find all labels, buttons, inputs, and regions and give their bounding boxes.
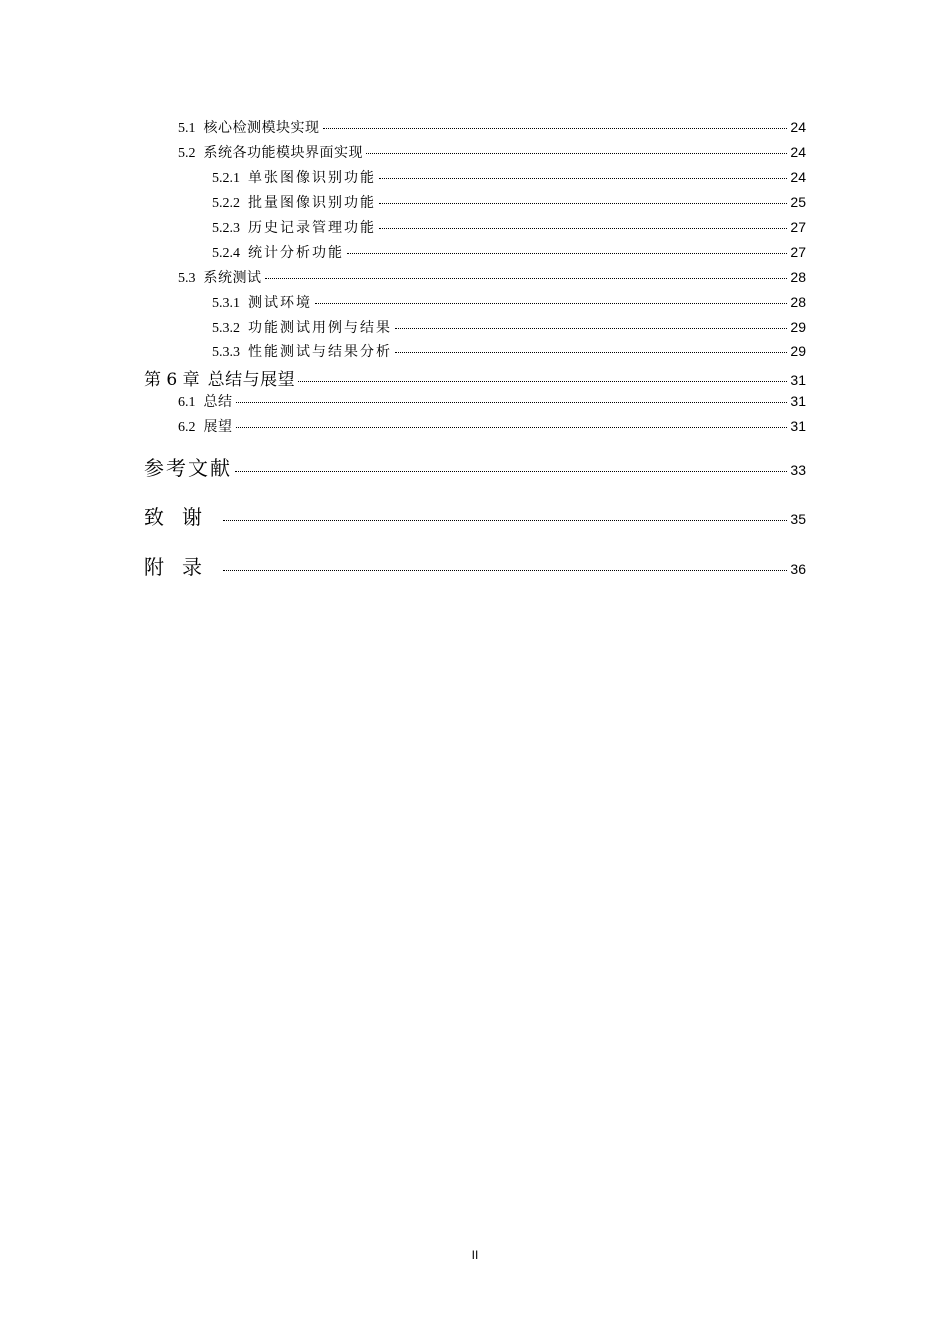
toc-entry-5-2[interactable]	[178, 142, 806, 162]
toc-entry-6-2[interactable]	[178, 416, 806, 436]
toc-entry-number: 第 6 章	[144, 370, 200, 390]
toc-entry-5-3-2[interactable]	[212, 317, 806, 337]
toc-entry-title: 总结与展望	[207, 370, 296, 390]
toc-entry-page: 24	[790, 169, 806, 185]
toc-entry-5-2-4[interactable]	[212, 242, 806, 262]
toc-entry-title: 测试环境	[248, 295, 312, 311]
toc-entry-number: 5.3.2	[212, 321, 240, 336]
toc-entry-title: 系统各功能模块界面实现	[203, 145, 363, 161]
toc-entry-5-2-3[interactable]	[212, 217, 806, 237]
toc-entry-5-3[interactable]	[178, 267, 806, 287]
toc-entry-page: 28	[790, 269, 806, 285]
toc-entry-number: 5.3.3	[212, 345, 240, 360]
dot-leader	[395, 328, 787, 329]
toc-entry-title: 性能测试与结果分析	[248, 344, 392, 360]
toc-entry-5-2-2[interactable]	[212, 192, 806, 212]
toc-entry-page: 24	[790, 144, 806, 160]
toc-entry-title: 统计分析功能	[248, 245, 344, 261]
dot-leader	[235, 471, 787, 472]
toc-entry-page: 27	[790, 219, 806, 235]
dot-leader	[379, 203, 787, 204]
toc-entry-number: 5.2.4	[212, 246, 240, 261]
dot-leader	[298, 381, 787, 382]
dot-leader	[236, 402, 788, 403]
toc-entry-title: 附录	[144, 555, 220, 579]
toc-entry-page: 33	[790, 462, 806, 478]
dot-leader	[366, 153, 787, 154]
toc-entry-number: 5.2.1	[212, 171, 240, 186]
toc-entry-page: 31	[790, 393, 806, 409]
dot-leader	[315, 303, 787, 304]
toc-entry-page: 24	[790, 119, 806, 135]
dot-leader	[223, 520, 787, 521]
dot-leader	[223, 570, 787, 571]
toc-entry-page: 28	[790, 294, 806, 310]
toc-entry-number: 6.1	[178, 395, 196, 410]
toc-entry-page: 31	[790, 372, 806, 388]
toc-entry-page: 29	[790, 343, 806, 359]
toc-entry-page: 36	[790, 561, 806, 577]
toc-entry-appendix[interactable]	[144, 551, 806, 577]
toc-entry-number: 5.2	[178, 146, 196, 161]
toc-entry-6-1[interactable]	[178, 391, 806, 411]
toc-entry-title: 单张图像识别功能	[248, 170, 376, 186]
toc-entry-title: 系统测试	[203, 270, 262, 286]
toc-entry-page: 35	[790, 511, 806, 527]
toc-entry-5-3-3[interactable]	[212, 341, 806, 361]
toc-entry-references[interactable]	[144, 452, 806, 478]
dot-leader	[236, 427, 788, 428]
toc-entry-title: 展望	[203, 419, 233, 435]
toc-entry-5-3-1[interactable]	[212, 292, 806, 312]
toc-entry-page: 29	[790, 319, 806, 335]
toc-entry-chapter-6[interactable]	[144, 365, 806, 390]
toc-entry-title: 批量图像识别功能	[248, 195, 376, 211]
page-number-footer: II	[471, 1248, 479, 1262]
toc-entry-number: 5.2.2	[212, 196, 240, 211]
dot-leader	[379, 228, 787, 229]
toc-entry-number: 5.1	[178, 121, 196, 136]
toc-entry-number: 5.3	[178, 271, 196, 286]
toc-entry-page: 25	[790, 194, 806, 210]
dot-leader	[265, 278, 788, 279]
dot-leader	[395, 352, 787, 353]
toc-entry-number: 5.3.1	[212, 296, 240, 311]
toc-entry-number: 5.2.3	[212, 221, 240, 236]
toc-entry-acknowledgements[interactable]	[144, 501, 806, 527]
toc-entry-title: 参考文献	[144, 456, 232, 480]
dot-leader	[347, 253, 787, 254]
toc-entry-number: 6.2	[178, 420, 196, 435]
dot-leader	[323, 128, 788, 129]
toc-entry-title: 总结	[203, 394, 233, 410]
toc-entry-5-2-1[interactable]	[212, 167, 806, 187]
toc-entry-title: 功能测试用例与结果	[248, 320, 392, 336]
toc-entry-5-1[interactable]	[178, 117, 806, 137]
toc-entry-title: 历史记录管理功能	[248, 220, 376, 236]
dot-leader	[379, 178, 787, 179]
toc-entry-page: 27	[790, 244, 806, 260]
toc-entry-title: 核心检测模块实现	[203, 120, 320, 136]
toc-entry-title: 致谢	[144, 505, 220, 529]
toc-entry-page: 31	[790, 418, 806, 434]
